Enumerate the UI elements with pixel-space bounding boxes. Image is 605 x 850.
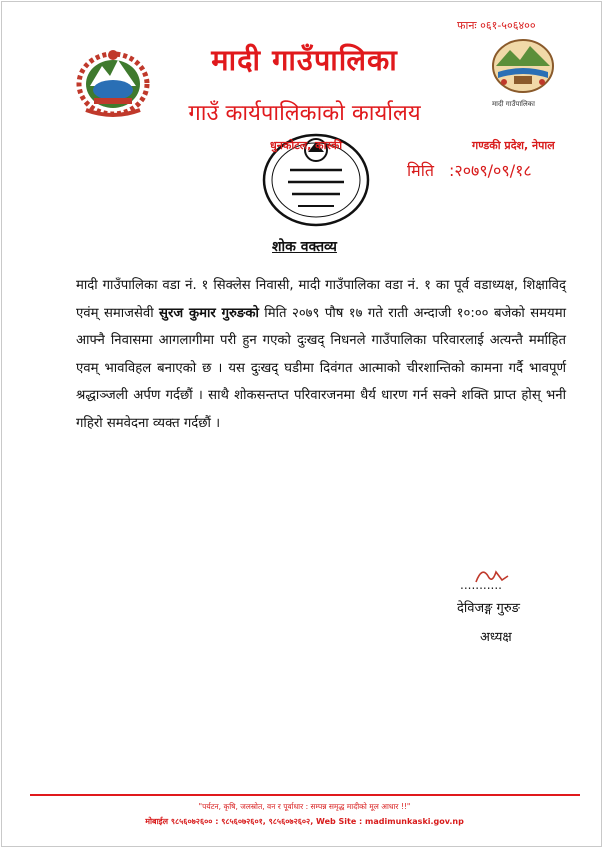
municipality-logo-icon xyxy=(490,36,556,94)
right-logo-caption: मादी गाउँपालिका xyxy=(492,100,535,108)
date-value: :२०७९/०९/१८ xyxy=(449,161,532,180)
body-text-end: मिति २०७९ पौष १७ गते राती अन्दाजी १०:०० बजेको समयमा आफ्नै निवासमा आगलागीमा परी हुन गएको दुःखद् निधनले गाउँपालिका परिवारलाई अत्यन्तै मर्माहित एवम् भावविहल बनाएको छ । यस दुःखद् घडीमा दिवंगत आत्माको चीरशान्तिको कामना गर्दै भावपूर्ण श्रद्धाञ्जली अर्पण गर्दछौं । साथै शोकसन्तप्त परिवारजनमा धैर्य धारण गर्न सक्ने शक्ति प्राप्त होस् भनी गहिरो समवेदना व्यक्त गर्दछौं । xyxy=(76,305,567,431)
office-subtitle: गाउँ कार्यपालिकाको कार्यालय xyxy=(188,101,421,126)
municipality-title: मादी गाउँपालिका xyxy=(211,43,398,77)
signatory-title: अध्यक्ष xyxy=(480,630,512,645)
phone-number: फानः ०६१-५०६४०० xyxy=(457,19,536,32)
footer-motto: "पर्यटन, कृषि, जलस्रोत, वन र पूर्वाधार : सम्पन्न समृद्ध मादीको मूल आधार !!" xyxy=(198,802,411,811)
footer-contact: मोबाईल ९८५६०७२६०० : ९८५६०७२६०१, ९८५६०७२६०२, Web Site : madimunkaski.gov.np xyxy=(145,817,464,826)
deceased-name: सुरज कुमार गुरुङको xyxy=(159,305,259,321)
body-text-start: मादी गाउँपालिका वडा नं. १ सिक्लेस निवासी, मादी गाउँपालिका वडा नं. १ का पूर्व वडाध्यक्ष, शिक्षाविद् एवंम् समाजसेवी xyxy=(76,278,566,321)
letter-heading: शोक वक्तव्य xyxy=(272,239,337,255)
signatory-name: देविजङ्ग गुरुङ xyxy=(457,601,520,616)
province-address: गण्डकी प्रदेश, नेपाल xyxy=(472,139,555,152)
footer-divider xyxy=(30,794,580,796)
letter-page xyxy=(1,1,602,847)
signature-line: ........... xyxy=(460,578,502,592)
district-address: धुनकोटल, कास्की xyxy=(270,139,343,152)
date-label: मिति xyxy=(407,161,434,180)
letter-body xyxy=(76,272,566,437)
